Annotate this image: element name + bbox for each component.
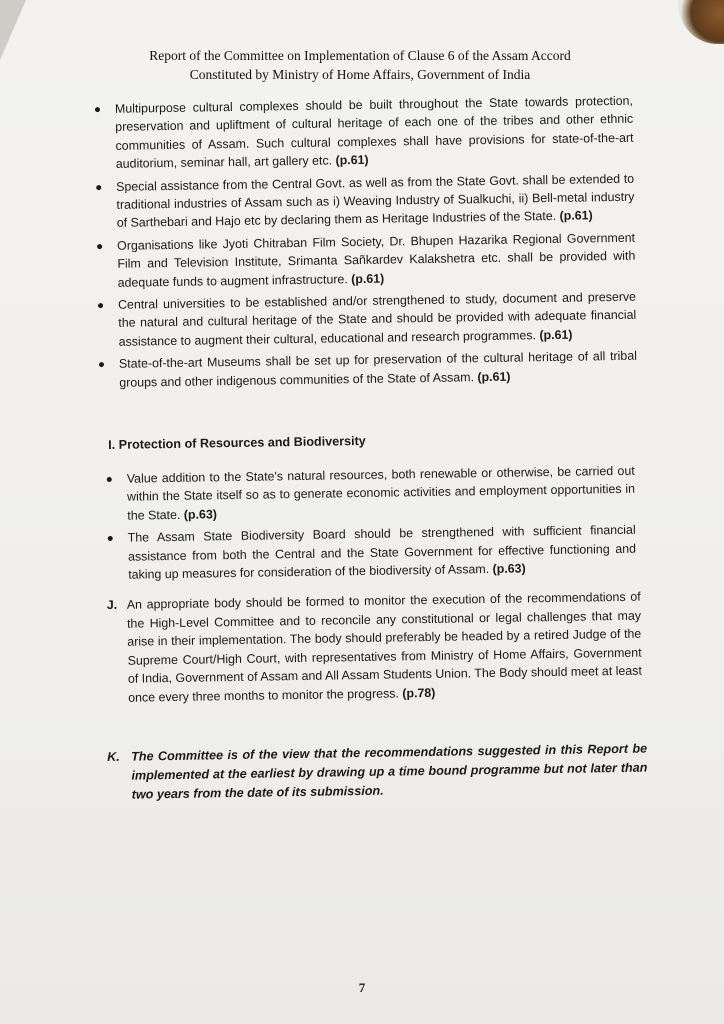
item-text: Multipurpose cultural complexes should be built throughout the State towards protection, preservation and upliftment of cultural heritage of each one of the tribes and other ethnic communities of Assam. Such cultural complexes shall have provisions for state-of-the-art auditorium, seminar hall, art gallery etc. — [114, 93, 634, 172]
page-ref: (p.61) — [559, 208, 593, 224]
section-j — [107, 588, 643, 708]
page-ref: (p.61) — [477, 369, 511, 384]
item-text: The Assam State Biodiversity Board should be strengthened with sufficient financial assistance from both the Central and the State Government for effective functioning and taking up measures for consideration of the biodiversity of Assam. — [127, 522, 637, 582]
page-ref: (p.78) — [402, 685, 436, 701]
list-item — [96, 288, 637, 352]
list-item — [94, 169, 635, 233]
section-k — [107, 740, 648, 805]
section-k-text: The Committee is of the view that the recommendations suggested in this Report be implemented at the earliest by drawing up a time bound programme but not later than two years from the date of its submission. — [131, 741, 648, 802]
page-ref: (p.61) — [351, 271, 385, 286]
list-item — [106, 521, 637, 585]
bullet-icon — [95, 107, 100, 112]
bullet-icon — [97, 244, 102, 249]
item-text: Value addition to the State's natural resources, both renewable or otherwise, be carried out within the State itself so as to generate economic activities and employment opportunities in the State. — [126, 463, 636, 523]
page-ref: (p.61) — [335, 153, 369, 168]
section-k-label: K. — [107, 749, 120, 765]
list-item — [95, 229, 636, 293]
bullet-icon — [99, 362, 104, 367]
header-line-1: Report of the Committee on Implementation of Clause 6 of the Assam Accord — [149, 48, 571, 63]
list-item — [93, 92, 634, 174]
page-ref: (p.63) — [492, 561, 526, 576]
page-ref: (p.63) — [183, 507, 218, 522]
section-i-title: I. Protection of Resources and Biodiversity — [108, 433, 366, 452]
section-j-text: An appropriate body should be formed to monitor the execution of the recommendations of the High-Level Committee and to reconcile any constitutional or legal challenges that may arise in their implementation. The body should preferably be headed by a retired Judge of the Supreme Court/High Court, with representatives from Ministry of Home Affairs, Government of India, Government of Assam and All Assam Students Union. The Body should meet at least once every three months to monitor the progress. — [126, 589, 642, 705]
page-ref: (p.61) — [539, 327, 573, 343]
biodiversity-list — [105, 462, 637, 589]
item-text: Organisations like Jyoti Chitraban Film Society, Dr. Bhupen Hazarika Regional Government Film and Television Institute, Srimanta Sañkardev Kalakshetra etc. shall be provided with adequate funds to augment infrastructure. — [117, 230, 636, 290]
item-text: State-of-the-art Museums shall be set up for preservation of the cultural heritage of all tribal groups and other indigenous communities of the State of Assam. — [118, 348, 638, 390]
cultural-heritage-list — [93, 92, 638, 397]
bullet-icon — [96, 185, 101, 190]
bullet-icon — [108, 536, 113, 541]
page-number: 7 — [358, 980, 366, 995]
bullet-icon — [98, 303, 103, 308]
header-line-2: Constituted by Ministry of Home Affairs, Government of India — [189, 67, 531, 82]
list-item — [105, 462, 636, 526]
list-item — [97, 347, 638, 392]
item-text: Central universities to be established and/or strengthened to study, document and preserve the natural and cultural heritage of the State and should be provided with adequate financial assistance to augment their cultural, educational and research programmes. — [117, 289, 637, 349]
section-j-label: J. — [106, 597, 118, 613]
bullet-icon — [107, 477, 112, 482]
item-text: Special assistance from the Central Govt. as well as from the State Govt. shall be extended to traditional industries of Assam such as i) Weaving Industry of Sualkuchi, ii) Bell-metal industry of Sarthebari and Hajo etc by declaring them as Heritage Industries of the State. — [116, 171, 635, 231]
